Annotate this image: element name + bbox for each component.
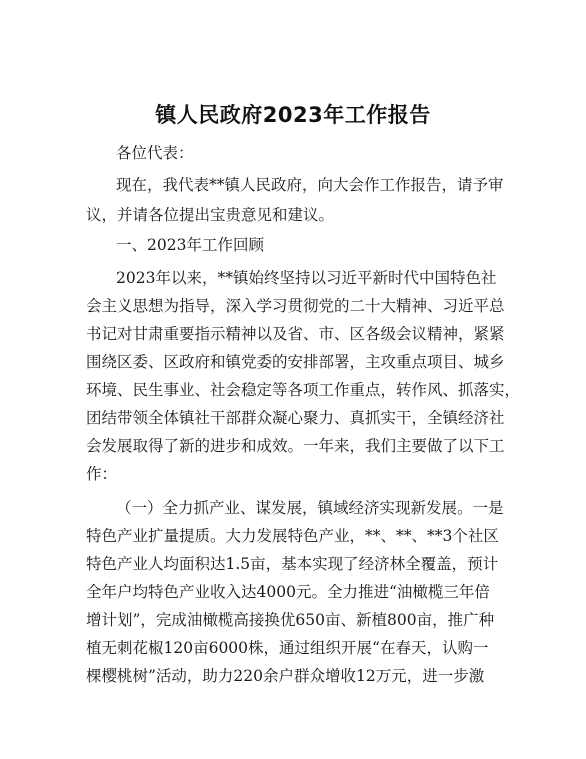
salutation: 各位代表：: [116, 144, 194, 162]
paragraph-1-line-6: 团结带领全体镇社干部群众凝心聚力、真抓实干，全镇经济社: [86, 409, 505, 427]
paragraph-1-line-4: 围绕区委、区政府和镇党委的安排部署，主攻重点项目、城乡: [86, 353, 505, 371]
paragraph-2-line-2: 特色产业扩量提质。大力发展特色产业，**、**、**3个社区: [86, 527, 499, 545]
paragraph-2-line-7: 棵樱桃树”活动，助力220余户群众增收12万元，进一步激: [86, 667, 485, 685]
paragraph-1-line-8: 作：: [86, 465, 118, 483]
paragraph-1-line-2: 会主义思想为指导，深入学习贯彻党的二十大精神、习近平总: [86, 297, 505, 315]
paragraph-1-line-5: 环境、民生事业、社会稳定等各项工作重点，转作风、抓落实，: [86, 381, 521, 399]
document-title: 镇人民政府2023年工作报告: [155, 103, 431, 127]
paragraph-2-line-5: 增计划”，完成油橄榄高接换优650亩、新植800亩，推广种: [86, 611, 495, 629]
section-heading: 一、2023年工作回顾: [116, 236, 264, 254]
paragraph-2-line-3: 特色产业人均面积达1.5亩，基本实现了经济林全覆盖，预计: [86, 555, 499, 573]
paragraph-1-line-1: 2023年以来，**镇始终坚持以习近平新时代中国特色社: [116, 269, 497, 287]
paragraph-1-line-7: 会发展取得了新的进步和成效。一年来，我们主要做了以下工: [86, 437, 505, 455]
paragraph-2-line-4: 全年户均特色产业收入达4000元。全力推进“油橄榄三年倍: [86, 583, 490, 601]
paragraph-1-line-3: 书记对甘肃重要指示精神以及省、市、区各级会议精神，紧紧: [86, 325, 505, 343]
intro-line-1: 现在，我代表**镇人民政府，向大会作工作报告，请予审: [116, 176, 504, 194]
paragraph-2-line-1: （一）全力抓产业、谋发展，镇域经济实现新发展。一是: [116, 499, 504, 517]
intro-line-2: 议，并请各位提出宝贵意见和建议。: [86, 206, 335, 224]
paragraph-2-line-6: 植无刺花椒120亩6000株，通过组织开展“在春天，认购一: [86, 639, 489, 657]
